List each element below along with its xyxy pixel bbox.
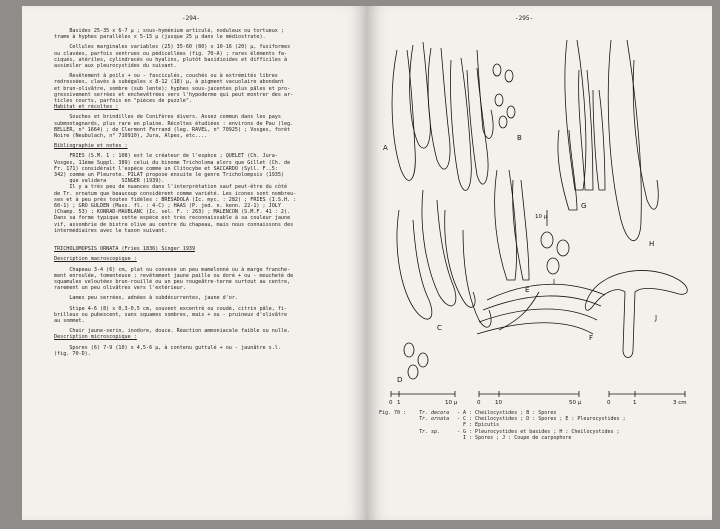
inline-scale-label: 10 µ	[535, 214, 548, 220]
text-line: que validera SINGER (1939).	[54, 178, 165, 185]
text-line: Vosges, 11ème Suppl. 389) celui du binome Tricholoma alors que Gillet (Ch. de	[54, 159, 291, 166]
text-line: BELLER, n° 1664) ; de Clermont Ferrand (leg. RAVEL, n° 70925) ; Vosges, forêt	[54, 126, 291, 133]
text-line: Revêtement à poils + ou - fasciculés, couchés ou à extrémités libres	[54, 73, 278, 80]
microscopy-illustration	[379, 30, 699, 410]
caption-species: Tr. ornata	[419, 416, 450, 423]
figure-70-drawings	[379, 30, 699, 410]
section-heading: TRICHOLOMOPSIS ORNATA (Fries 1836) Singer 1939	[54, 246, 196, 253]
text-line: ticles courts, parfois en "pièces de puzzle".	[54, 98, 193, 105]
text-line: brilleux ou pubescent, sans squames sombres, mais + ou - pruineux d'olivâtre	[54, 311, 288, 318]
text-line: Fr. 171) considérait l'espèce comme un Clitocybe et SACCARDO (Syll. F.,5:	[54, 165, 278, 172]
section-heading: Description macroscopique :	[54, 256, 137, 263]
scale-bars-svg	[389, 388, 689, 408]
text-line: au sommet.	[54, 317, 85, 324]
text-line: Stipe 4-6 (8) x 0,3-0,5 cm, souvent excentré ou coudé, citrin pâle, fi-	[54, 305, 288, 312]
scale1-tick0: 0	[389, 400, 393, 406]
scale-bars	[389, 388, 689, 408]
text-line: Cellules marginales variables (25) 35-60 (80) x 10-16 (20) µ, fusiformes	[54, 44, 291, 51]
caption-species: Tr. decora	[419, 410, 450, 416]
caption-text: F : Epicutis	[457, 422, 500, 429]
text-line: ciqués, atériles, cylindracés ou hyalins, plutôt basidioides et difficiles à	[54, 56, 288, 63]
text-line: Lames peu serrées, adnées à subdécurrentes, jaune d'or.	[54, 295, 239, 302]
caption-species	[419, 435, 457, 441]
page-number-right: -295-	[515, 15, 534, 22]
label-a: A	[383, 144, 388, 152]
scale3-tick0: 0	[607, 400, 611, 406]
caption-text: I : Spores ; J : Coupe de carpophore	[457, 434, 572, 441]
caption-text: - C : Cheilocystides ; D : Spores ; E : Pleurocystides ;	[457, 416, 626, 423]
text-line: et brun-olivâtre, sombre (sub lente); hyphes sous-jacentes plus pâles et pro-	[54, 85, 291, 92]
text-line: Souches et brindilles de Conifères divers. Assez commun dans les pays	[54, 114, 281, 121]
text-line: Spores (6) 7-9 (10) x 4,5-6 µ, à contenu guttulé + ou - jaunâtre s.l.	[54, 344, 281, 351]
label-j: J	[655, 314, 658, 322]
text-line: ment enroulée, tomenteuse ; revêtement jaune paille ou doré + ou - moucheté de	[54, 272, 294, 279]
text-line: Chair jaune-serin, inodore, douce. Réaction ammoniacale faible ou nulle.	[54, 328, 291, 335]
text-line: Chapeau 3-4 (6) cm, plat ou convexe un peu mamelonné ou à marge franche-	[54, 266, 291, 273]
caption-text: - A : Cheilocystides ; B : Spores	[457, 410, 557, 416]
scale3-tick2: 3 cm	[673, 400, 687, 406]
text-line: 342) comme un Pleurote. PILAT propose ensuite le genre Tricholompsis (1935)	[54, 172, 285, 179]
text-line: (Champ. 53) ; KONRAD-MAUBLANC (Ic. sel. F. : 263) ; MALENCON (S.M.F. 41 : 2).	[54, 209, 291, 216]
caption-row	[379, 435, 704, 441]
text-line: redressées, clavés à subégales x 8-12 (18) µ, à pigment vacuolaire abondant	[54, 79, 285, 86]
text-line: rarement un peu olivâtres vers l'extérieur.	[54, 285, 186, 292]
left-page	[22, 6, 367, 520]
text-line: submontagnards, plus rare en plaine. Récoltes étudiées : environs de Pau (leg.	[54, 120, 294, 127]
text-line: ou clavées, parfois ventrues ou pédicellées (fig. 70-A) ; rares éléments fa-	[54, 50, 288, 57]
text-line: Dans sa forme typique cette espèce est très reconnaissable à sa couleur jaune	[54, 215, 291, 222]
right-page	[367, 6, 712, 520]
text-line: Noire (Neubulach, n° 710910), Jura, Alpes, etc....	[54, 133, 208, 140]
label-b: B	[517, 134, 522, 142]
label-f: F	[589, 334, 594, 342]
text-line: gressivement serrées et enchevêtrées vers l'hypoderme qui peut montrer des ar-	[54, 91, 294, 98]
text-line: intermédiaires avec le taxon suivant.	[54, 227, 168, 234]
label-e: E	[525, 286, 530, 294]
caption-figure-ref	[379, 435, 419, 441]
text-line: assimiler aux pleurocystides du suivant.	[54, 63, 177, 70]
scale1-tick1: 1	[397, 400, 401, 406]
caption-figure-ref: Fig. 70 :	[379, 410, 407, 416]
scale2-tick1: 10	[495, 400, 502, 406]
text-line: Basides 25-35 x 6-7 µ ; sous-hyménium articulé, noduleux ou tortueux ;	[54, 28, 285, 34]
label-h: H	[649, 240, 655, 248]
section-heading: Description microscopique :	[54, 334, 137, 341]
text-line: vif, assombrie de bistre olive au centre du chapeau, mais nous connaissons des	[54, 221, 294, 228]
text-line: FRIES (S.M. 1 : 108) est le créateur de l'espèce ; QUELET (Ch. Jura-	[54, 153, 278, 160]
section-heading: Bibliographie et notes :	[54, 143, 128, 150]
figure-labels	[383, 134, 657, 384]
scale2-tick2: 50 µ	[569, 400, 582, 406]
text-line: ses et à peu près toutes fidèles : BRESADOLA (Ic. myc. : 282) ; FRIES (I.S.H. :	[54, 196, 297, 203]
figure-caption	[379, 410, 704, 441]
scale1-tick2: 10 µ	[445, 400, 458, 406]
label-d: D	[397, 376, 403, 384]
left-page-text	[54, 28, 354, 357]
scale2-tick0: 0	[477, 400, 481, 406]
text-line: Il y a très peu de nuances dans l'interprétation sauf peut-être du côté	[54, 184, 288, 191]
page-number-left: -294-	[182, 15, 201, 22]
text-line: 60-1) ; GRO GULDEN (Muss. fl. : 4-C) ; HAAS (P. jed. n. kenn. 22-1) ; JOLY	[54, 203, 281, 210]
scale3-tick1: 1	[633, 400, 637, 406]
section-heading: Habitat et récoltes :	[54, 104, 119, 111]
book-spread	[22, 6, 712, 520]
text-line: (fig. 70-D).	[54, 350, 91, 357]
caption-text: - G : Pleurocystides et basides ; H : Cheilocystides ;	[457, 428, 620, 435]
label-i: I	[553, 278, 556, 286]
label-g: G	[581, 202, 587, 210]
text-line: trame à hyphes parallèles x 5-15 µ (jusque 25 µ dans le médiostrate).	[54, 34, 266, 41]
text-line: squamules veloutées brun-rouillé ou un peu rougeâtre-terne surtout au centre,	[54, 278, 291, 285]
text-line: de Tr. ornatum que beaucoup considèrent comme variété. Les icones sont nombreu-	[54, 190, 297, 197]
caption-species: Tr. sp.	[419, 428, 441, 435]
label-c: C	[437, 324, 442, 332]
